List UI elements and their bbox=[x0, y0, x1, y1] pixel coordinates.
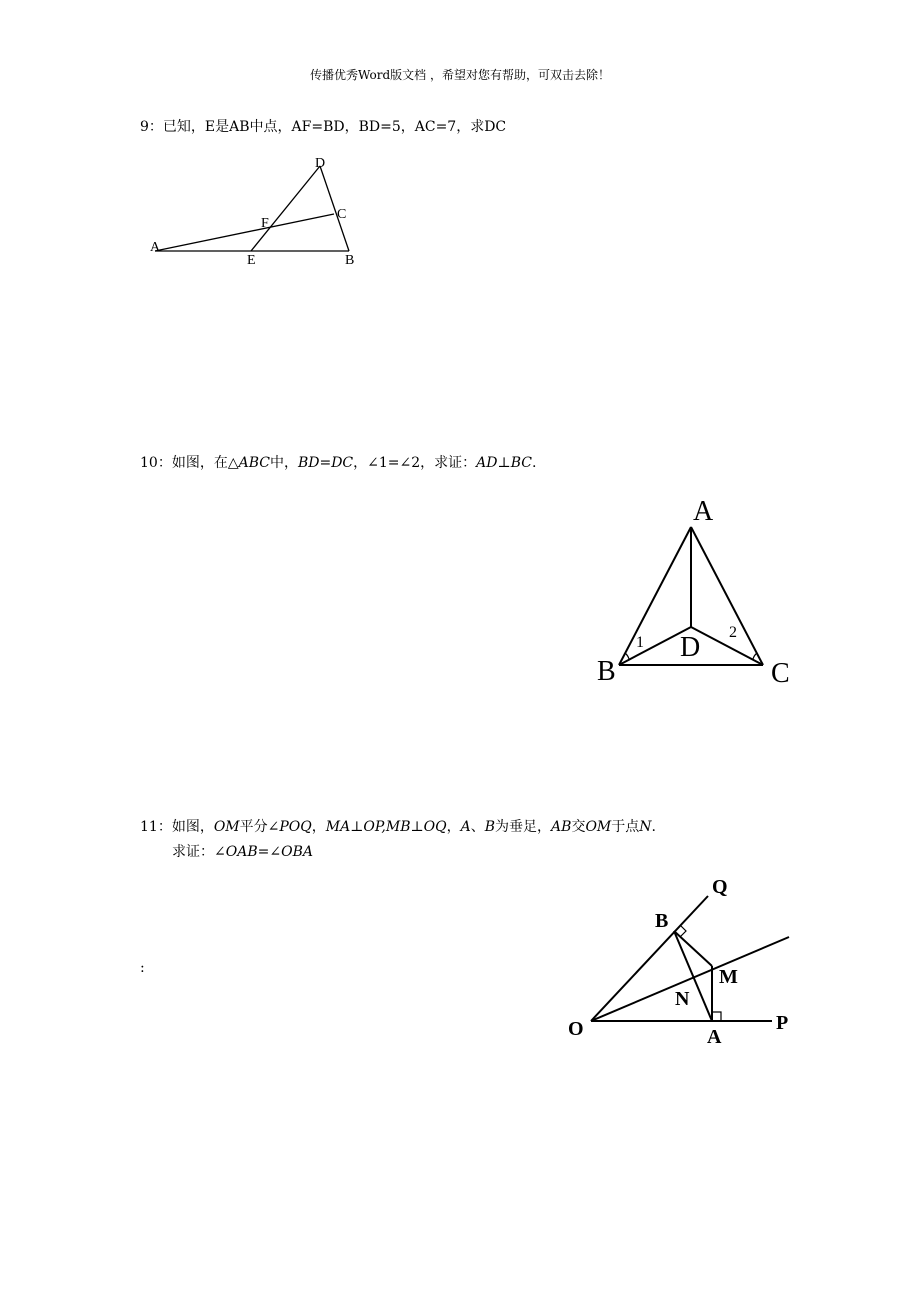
q10-angle-1-arc bbox=[625, 653, 629, 659]
q11-label-q: Q bbox=[712, 876, 728, 898]
question-9-text: 9：已知，E是AB中点，AF=BD，BD=5，AC=7，求DC bbox=[140, 119, 507, 135]
q10-label-c: C bbox=[771, 658, 790, 689]
q11-right-angle-b bbox=[680, 925, 686, 937]
q11-label-p: P bbox=[776, 1012, 789, 1034]
q11-label-a: A bbox=[707, 1026, 722, 1048]
q10-label-a: A bbox=[693, 496, 714, 527]
q11-ray-om bbox=[591, 937, 789, 1021]
q10-label-b: B bbox=[597, 656, 616, 687]
q11-ray-oq bbox=[591, 896, 708, 1021]
q11-label-m: M bbox=[719, 966, 738, 988]
q9-segment-de bbox=[251, 166, 320, 251]
question-10-text: 10：如图，在△ABC中，BD=DC，∠1=∠2，求证：AD⊥BC. bbox=[140, 455, 537, 471]
question-11-line-1: 11：如图，OM平分∠POQ，MA⊥OP,MB⊥OQ，A、B为垂足，AB交OM于点N. bbox=[140, 819, 656, 835]
q9-label-e: E bbox=[247, 253, 256, 268]
q9-label-f: F bbox=[261, 216, 269, 231]
q11-label-n: N bbox=[675, 988, 690, 1010]
q11-label-b: B bbox=[655, 910, 669, 932]
q10-angle-2-arc bbox=[753, 653, 757, 659]
q11-right-angle-a bbox=[712, 1012, 721, 1021]
q9-label-a: A bbox=[150, 240, 161, 255]
q9-label-c: C bbox=[337, 207, 347, 222]
q10-label-angle-2: 2 bbox=[729, 624, 737, 641]
q10-label-d: D bbox=[680, 632, 701, 663]
page-header-watermark: 传播优秀Word版文档 ，希望对您有帮助，可双击去除！ bbox=[310, 68, 610, 82]
q9-segment-ac bbox=[155, 214, 334, 251]
question-10-figure bbox=[590, 490, 805, 690]
q11-segment-mb bbox=[674, 931, 712, 966]
q10-label-angle-1: 1 bbox=[636, 634, 644, 651]
question-11-figure bbox=[560, 868, 805, 1048]
question-11-line-2: 求证：∠OAB=∠OBA bbox=[172, 844, 313, 860]
q9-label-b: B bbox=[345, 253, 355, 268]
q9-label-d: D bbox=[315, 156, 326, 171]
q10-segment-ac bbox=[691, 527, 763, 665]
stray-colon: : bbox=[140, 960, 145, 976]
q11-label-o: O bbox=[568, 1018, 584, 1040]
question-9-figure bbox=[140, 150, 380, 275]
